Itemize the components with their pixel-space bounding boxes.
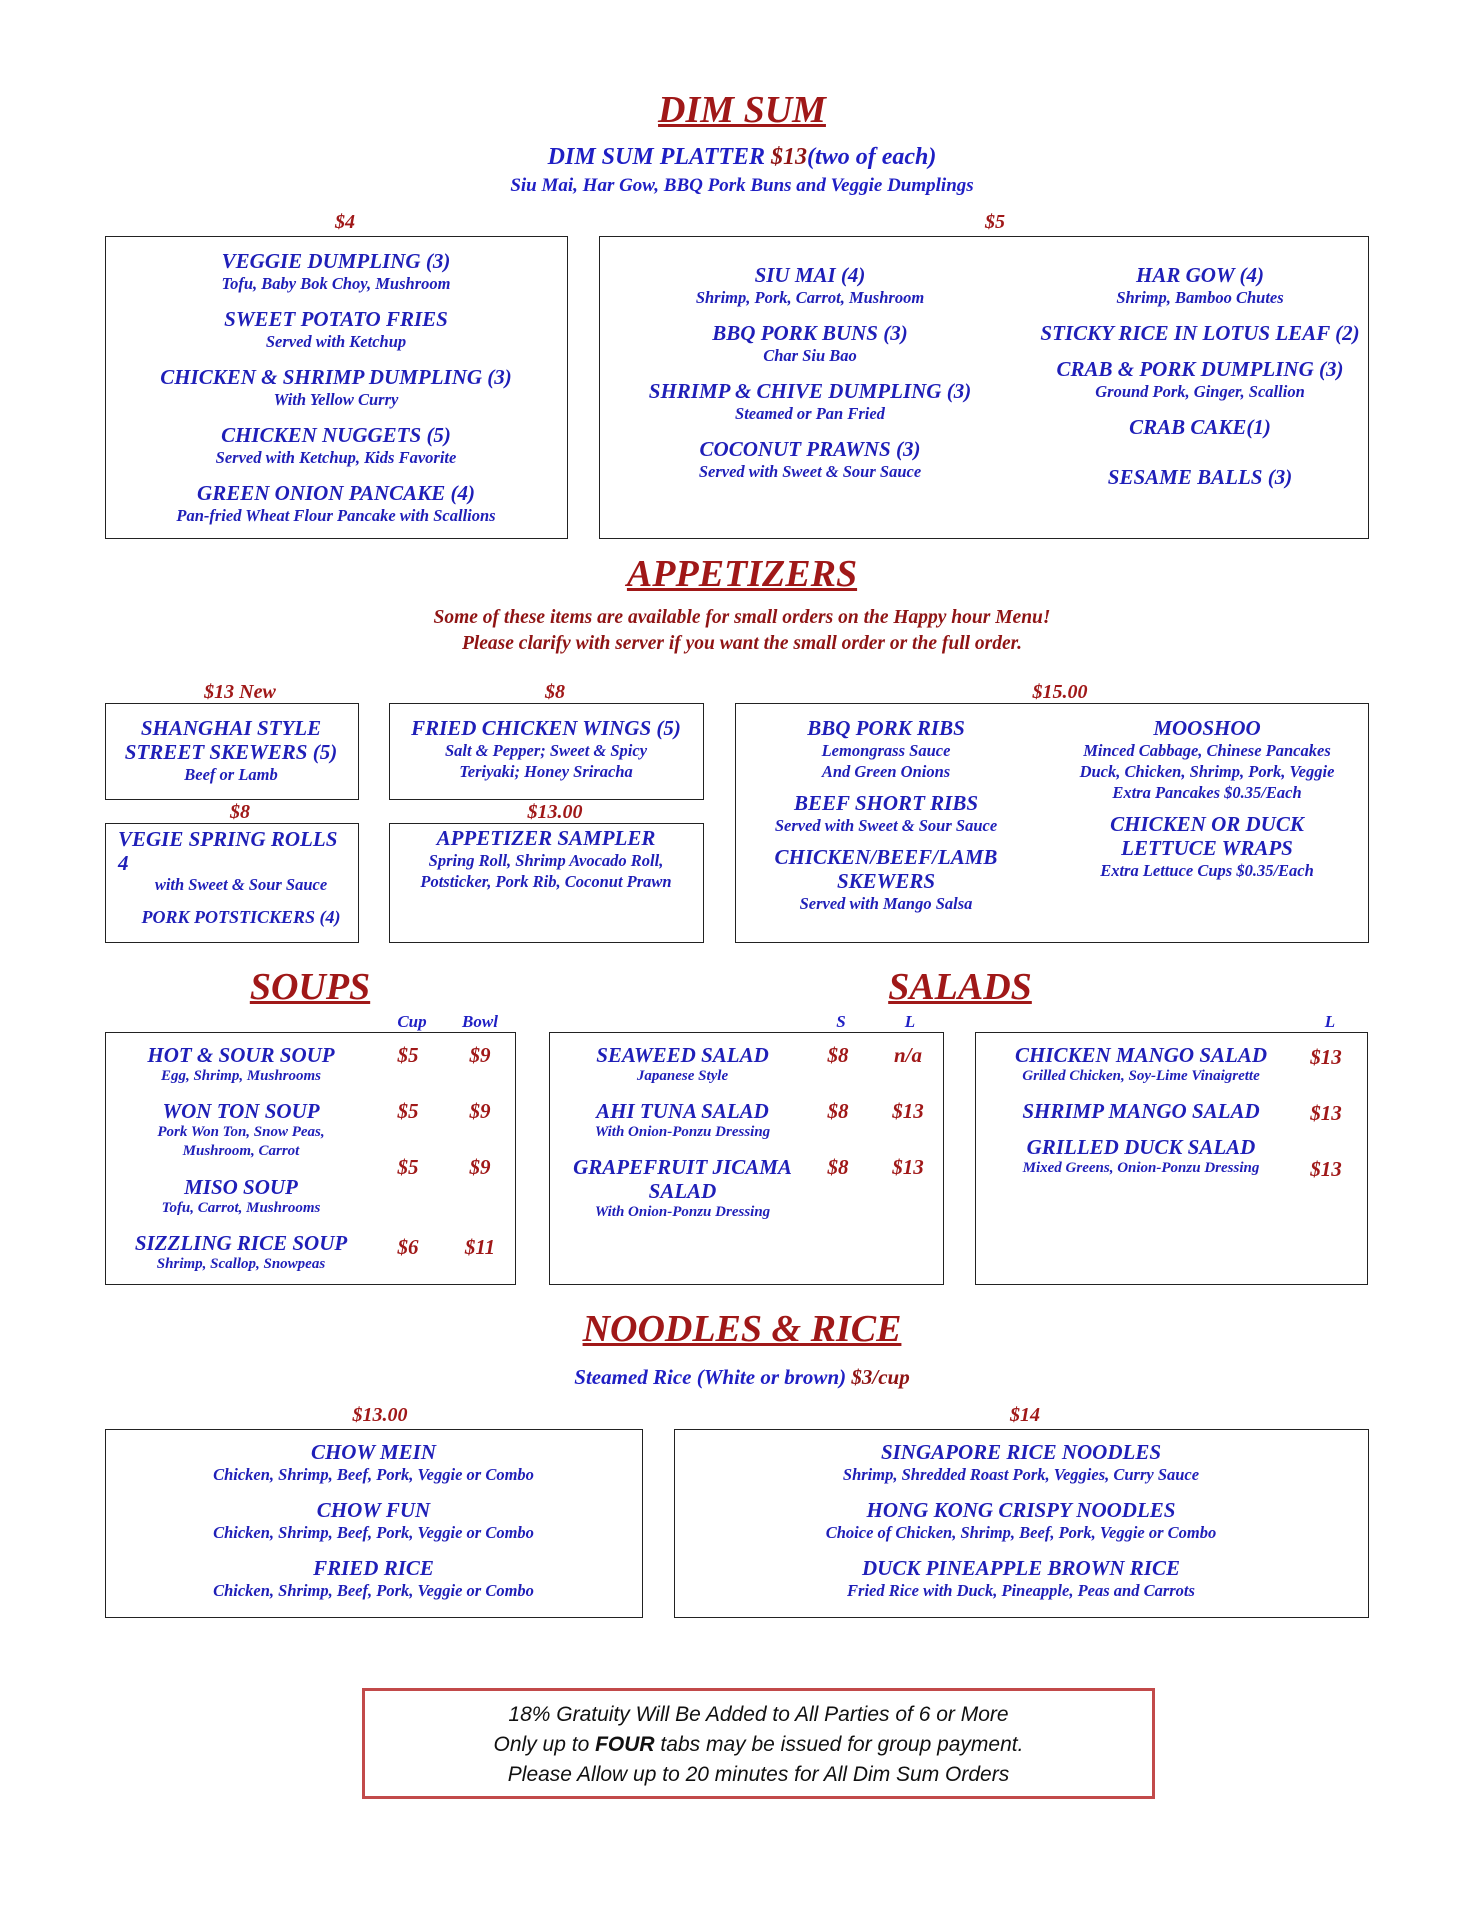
salad-left-item-desc: Japanese Style bbox=[636, 1068, 729, 1084]
salad-right-l-price: $13 bbox=[1310, 1157, 1342, 1181]
spring-desc: with Sweet & Sour Sauce bbox=[154, 875, 328, 894]
noodle-left-item-desc: Chicken, Shrimp, Beef, Pork, Veggie or Combo bbox=[213, 1523, 534, 1542]
dim-sum-5-left-item-name: COCONUT PRAWNS (3) bbox=[699, 437, 921, 461]
noodle-right-item-desc: Shrimp, Shredded Roast Pork, Veggies, Curry Sauce bbox=[842, 1465, 1200, 1484]
soup-cup-price: $5 bbox=[397, 1099, 419, 1123]
soup-item-name: HOT & SOUR SOUP bbox=[147, 1043, 335, 1067]
platter-name: DIM SUM PLATTER bbox=[547, 144, 766, 170]
soup-item-desc: Pork Won Ton, Snow Peas, bbox=[157, 1124, 325, 1140]
sampler-desc-1: Spring Roll, Shrimp Avocado Roll, bbox=[428, 851, 664, 870]
potstickers-name: PORK POTSTICKERS (4) bbox=[141, 907, 341, 927]
salad-right-item-desc: Mixed Greens, Onion-Ponzu Dressing bbox=[1022, 1160, 1260, 1176]
sampler-box bbox=[389, 823, 704, 943]
soup-item-name: SIZZLING RICE SOUP bbox=[134, 1231, 348, 1255]
noodle-right-item-desc: Fried Rice with Duck, Pineapple, Peas and Carrots bbox=[847, 1581, 1195, 1600]
soup-item-desc-2: Mushroom, Carrot bbox=[182, 1143, 300, 1159]
noodle-right-item bbox=[675, 1440, 1367, 1498]
wings-name: FRIED CHICKEN WINGS (5) bbox=[411, 716, 681, 740]
salad-right-item bbox=[976, 1099, 1306, 1135]
salad-l-price: n/a bbox=[893, 1043, 922, 1067]
wings-box bbox=[389, 703, 704, 800]
dim-sum-4-item-name: SWEET POTATO FRIES bbox=[224, 307, 448, 331]
soup-cup-price: $5 bbox=[397, 1043, 419, 1067]
noodles-box-left bbox=[105, 1429, 643, 1618]
sampler-price: $13.00 bbox=[527, 801, 583, 823]
big-app-price: $15.00 bbox=[1032, 681, 1088, 703]
platter-note: (two of each) bbox=[807, 144, 937, 170]
skewers-name-1: CHICKEN/BEEF/LAMB bbox=[774, 845, 998, 869]
salad-left-item-name-2: SALAD bbox=[648, 1179, 717, 1203]
dim-sum-4-item-desc: Tofu, Baby Bok Choy, Mushroom bbox=[221, 274, 451, 293]
appetizers-note-2: Please clarify with server if you want the small order or the full order. bbox=[461, 633, 1023, 654]
dim-sum-4-item-name: CHICKEN & SHRIMP DUMPLING (3) bbox=[160, 365, 512, 389]
soup-item-desc: Tofu, Carrot, Mushrooms bbox=[161, 1200, 321, 1216]
dim-sum-5-left-item-name: SHRIMP & CHIVE DUMPLING (3) bbox=[648, 379, 972, 403]
soup-bowl-price: $9 bbox=[469, 1155, 491, 1179]
wings-desc-1: Salt & Pepper; Sweet & Spicy bbox=[444, 741, 648, 760]
soup-item-desc: Shrimp, Scallop, Snowpeas bbox=[156, 1256, 326, 1272]
platter-price: $13 bbox=[771, 144, 808, 170]
wraps-name-1: CHICKEN OR DUCK bbox=[1110, 812, 1304, 836]
noodle-left-item-desc: Chicken, Shrimp, Beef, Pork, Veggie or Combo bbox=[213, 1581, 534, 1600]
soup-item-name: WON TON SOUP bbox=[162, 1099, 320, 1123]
dim-sum-4-item-name: GREEN ONION PANCAKE (4) bbox=[197, 481, 475, 505]
salad-right-item-name: SHRIMP MANGO SALAD bbox=[1022, 1099, 1260, 1123]
soups-heading: SOUPS bbox=[249, 966, 371, 1008]
salad-right-item bbox=[976, 1043, 1306, 1099]
mooshoo-name: MOOSHOO bbox=[1153, 716, 1261, 740]
dim-sum-4-item-desc: Served with Ketchup bbox=[265, 332, 407, 351]
noodles-box-right bbox=[674, 1429, 1369, 1618]
dim-sum-5-left-item bbox=[610, 437, 1010, 495]
salad-left-item-desc: With Onion-Ponzu Dressing bbox=[594, 1204, 771, 1220]
dim-sum-5-left-item-desc: Char Siu Bao bbox=[763, 346, 857, 365]
dim-sum-5-right-item bbox=[1020, 357, 1380, 415]
salads-s-label: S bbox=[836, 1012, 846, 1031]
salads-l-label: L bbox=[904, 1012, 916, 1031]
dim-sum-5-right-item-name: CRAB CAKE(1) bbox=[1129, 415, 1271, 439]
noodle-right-item-name: HONG KONG CRISPY NOODLES bbox=[866, 1498, 1176, 1522]
appetizers-heading: APPETIZERS bbox=[626, 553, 858, 595]
short-ribs-desc: Served with Sweet & Sour Sauce bbox=[774, 816, 998, 835]
dim-sum-4-item bbox=[106, 249, 566, 307]
salad-right-item-name: GRILLED DUCK SALAD bbox=[1026, 1135, 1256, 1159]
dim-sum-heading: DIM SUM bbox=[658, 89, 826, 131]
soup-bowl-price: $9 bbox=[469, 1099, 491, 1123]
noodles-price-left: $13.00 bbox=[352, 1404, 408, 1426]
sampler-desc-2: Potsticker, Pork Rib, Coconut Prawn bbox=[420, 872, 672, 891]
shanghai-desc: Beef or Lamb bbox=[184, 765, 278, 784]
salad-left-item bbox=[550, 1155, 815, 1235]
noodle-right-item bbox=[675, 1556, 1367, 1614]
dim-sum-4-item-name: VEGGIE DUMPLING (3) bbox=[221, 249, 451, 273]
spring-name-2: 4 bbox=[118, 851, 129, 875]
dim-sum-5-right-item bbox=[1020, 321, 1380, 357]
mooshoo-desc-2: Duck, Chicken, Shrimp, Pork, Veggie bbox=[1079, 762, 1335, 781]
dim-sum-5-left-item-name: BBQ PORK BUNS (3) bbox=[712, 321, 908, 345]
dim-sum-5-right-item-desc: Shrimp, Bamboo Chutes bbox=[1116, 288, 1284, 307]
soup-item bbox=[106, 1175, 376, 1231]
salad-right-l-price: $13 bbox=[1310, 1045, 1342, 1069]
wait-notice: Please Allow up to 20 minutes for All Dim Sum Orders bbox=[507, 1763, 1010, 1786]
spring-price: $8 bbox=[230, 801, 250, 823]
steamed-rice-price: $3/cup bbox=[851, 1365, 910, 1389]
dim-sum-4-item-desc: With Yellow Curry bbox=[273, 390, 399, 409]
salad-right-l-price: $13 bbox=[1310, 1101, 1342, 1125]
salad-right-item-name: CHICKEN MANGO SALAD bbox=[1014, 1043, 1268, 1067]
dim-sum-5-right-item bbox=[1020, 415, 1380, 465]
salads-l-label-2: L bbox=[1324, 1012, 1336, 1031]
dim-sum-4-item-name: CHICKEN NUGGETS (5) bbox=[221, 423, 451, 447]
salad-left-item-name: SEAWEED SALAD bbox=[596, 1043, 769, 1067]
soup-cup-price: $6 bbox=[397, 1235, 419, 1259]
dim-sum-5-left-item-name: SIU MAI (4) bbox=[754, 263, 866, 287]
appetizers-note-1: Some of these items are available for small orders on the Happy hour Menu! bbox=[433, 607, 1051, 628]
steamed-rice bbox=[0, 1365, 1484, 1390]
salad-s-price: $8 bbox=[827, 1099, 849, 1123]
shanghai-name-2: STREET SKEWERS (5) bbox=[124, 740, 338, 764]
price-4: $4 bbox=[335, 211, 355, 233]
salad-right-item bbox=[976, 1135, 1306, 1191]
dim-sum-4-item-desc: Served with Ketchup, Kids Favorite bbox=[215, 448, 457, 467]
salad-l-price: $13 bbox=[892, 1155, 924, 1179]
noodle-left-item bbox=[106, 1440, 641, 1498]
bowl-label: Bowl bbox=[462, 1012, 498, 1031]
noodle-left-item-name: CHOW FUN bbox=[316, 1498, 431, 1522]
salad-s-price: $8 bbox=[827, 1155, 849, 1179]
noodle-right-item-desc: Choice of Chicken, Shrimp, Beef, Pork, Veggie or Combo bbox=[825, 1523, 1217, 1542]
noodle-left-item-name: CHOW MEIN bbox=[310, 1440, 437, 1464]
ribs-name: BBQ PORK RIBS bbox=[807, 716, 965, 740]
noodle-right-item-name: SINGAPORE RICE NOODLES bbox=[880, 1440, 1162, 1464]
dim-sum-5-left-item bbox=[610, 263, 1010, 321]
short-ribs-name: BEEF SHORT RIBS bbox=[793, 791, 979, 815]
dim-sum-5-right-item-name: CRAB & PORK DUMPLING (3) bbox=[1056, 357, 1344, 381]
dim-sum-5-left-item bbox=[610, 379, 1010, 437]
dim-sum-4-item-desc: Pan-fried Wheat Flour Pancake with Scallions bbox=[176, 506, 496, 525]
salad-s-price: $8 bbox=[827, 1043, 849, 1067]
noodle-right-item bbox=[675, 1498, 1367, 1556]
ribs-desc-2: And Green Onions bbox=[821, 762, 951, 781]
ribs-desc-1: Lemongrass Sauce bbox=[821, 741, 951, 760]
salad-l-price: $13 bbox=[892, 1099, 924, 1123]
noodle-left-item bbox=[106, 1498, 641, 1556]
soup-item bbox=[106, 1043, 376, 1099]
soup-item bbox=[106, 1231, 376, 1279]
steamed-rice-text: Steamed Rice (White or brown) bbox=[574, 1365, 847, 1389]
noodle-left-item bbox=[106, 1556, 641, 1614]
skewers-name-2: SKEWERS bbox=[836, 869, 936, 893]
dim-sum-5-left-item-desc: Steamed or Pan Fried bbox=[735, 404, 885, 423]
dim-sum-5-left-item-desc: Served with Sweet & Sour Sauce bbox=[698, 462, 922, 481]
dim-sum-5-right-item-name: SESAME BALLS (3) bbox=[1107, 465, 1293, 489]
shanghai-price: $13 New bbox=[204, 681, 276, 703]
noodles-heading: NOODLES & RICE bbox=[582, 1308, 902, 1350]
dim-sum-4-item bbox=[106, 481, 566, 539]
dim-sum-5-left-item bbox=[610, 321, 1010, 379]
wings-desc-2: Teriyaki; Honey Sriracha bbox=[459, 762, 633, 781]
soup-item-desc: Egg, Shrimp, Mushrooms bbox=[160, 1068, 322, 1084]
big-app-box bbox=[735, 703, 1369, 943]
salad-left-item-name: GRAPEFRUIT JICAMA bbox=[573, 1155, 792, 1179]
soup-bowl-price: $9 bbox=[469, 1043, 491, 1067]
salads-heading: SALADS bbox=[888, 966, 1032, 1008]
soup-cup-price: $5 bbox=[397, 1155, 419, 1179]
salad-left-item bbox=[550, 1099, 815, 1155]
skewers-desc: Served with Mango Salsa bbox=[799, 894, 973, 913]
policy-notice-box bbox=[362, 1688, 1155, 1799]
salad-right-item-desc: Grilled Chicken, Soy-Lime Vinaigrette bbox=[1022, 1068, 1260, 1084]
salad-left-item bbox=[550, 1043, 815, 1099]
mooshoo-desc-1: Minced Cabbage, Chinese Pancakes bbox=[1083, 741, 1331, 760]
spring-box bbox=[105, 823, 359, 943]
wings-price: $8 bbox=[545, 681, 565, 703]
gratuity-notice: 18% Gratuity Will Be Added to All Parties of 6 or More bbox=[508, 1703, 1009, 1726]
dim-sum-platter bbox=[0, 144, 1484, 171]
soup-item bbox=[106, 1099, 376, 1175]
platter-description: Siu Mai, Har Gow, BBQ Pork Buns and Veggie Dumplings bbox=[510, 175, 974, 196]
wraps-name-2: LETTUCE WRAPS bbox=[1121, 836, 1293, 860]
dim-sum-5-right-item-name: HAR GOW (4) bbox=[1136, 263, 1264, 287]
dim-sum-4-box bbox=[105, 236, 568, 539]
dim-sum-4-item bbox=[106, 307, 566, 365]
tabs-notice: Only up to FOUR tabs may be issued for group payment. bbox=[493, 1733, 1024, 1756]
dim-sum-5-right-item bbox=[1020, 465, 1380, 513]
noodle-left-item-name: FRIED RICE bbox=[313, 1556, 434, 1580]
soup-item-name: MISO SOUP bbox=[184, 1175, 298, 1199]
soups-box bbox=[105, 1032, 516, 1285]
dim-sum-4-item bbox=[106, 365, 566, 423]
mooshoo-desc-3: Extra Pancakes $0.35/Each bbox=[1112, 783, 1302, 802]
dim-sum-5-box bbox=[599, 236, 1369, 539]
dim-sum-5-right-item-name: STICKY RICE IN LOTUS LEAF (2) bbox=[1040, 321, 1360, 345]
soup-bowl-price: $11 bbox=[464, 1235, 496, 1259]
cup-label: Cup bbox=[397, 1012, 427, 1031]
wraps-desc: Extra Lettuce Cups $0.35/Each bbox=[1100, 861, 1314, 880]
price-5: $5 bbox=[985, 211, 1005, 233]
noodles-price-right: $14 bbox=[1010, 1404, 1040, 1426]
salads-box-right bbox=[975, 1032, 1368, 1285]
noodle-left-item-desc: Chicken, Shrimp, Beef, Pork, Veggie or Combo bbox=[213, 1465, 534, 1484]
salad-left-item-name: AHI TUNA SALAD bbox=[596, 1099, 769, 1123]
sampler-name: APPETIZER SAMPLER bbox=[436, 826, 656, 850]
salad-left-item-desc: With Onion-Ponzu Dressing bbox=[594, 1124, 771, 1140]
salads-box-left bbox=[549, 1032, 944, 1285]
dim-sum-5-left-item-desc: Shrimp, Pork, Carrot, Mushroom bbox=[695, 288, 925, 307]
dim-sum-5-right-item bbox=[1020, 263, 1380, 321]
noodle-right-item-name: DUCK PINEAPPLE BROWN RICE bbox=[862, 1556, 1180, 1580]
dim-sum-4-item bbox=[106, 423, 566, 481]
shanghai-box bbox=[105, 703, 359, 800]
spring-name-1: VEGIE SPRING ROLLS bbox=[118, 827, 338, 851]
shanghai-name-1: SHANGHAI STYLE bbox=[140, 716, 322, 740]
dim-sum-5-right-item-desc: Ground Pork, Ginger, Scallion bbox=[1095, 382, 1305, 401]
